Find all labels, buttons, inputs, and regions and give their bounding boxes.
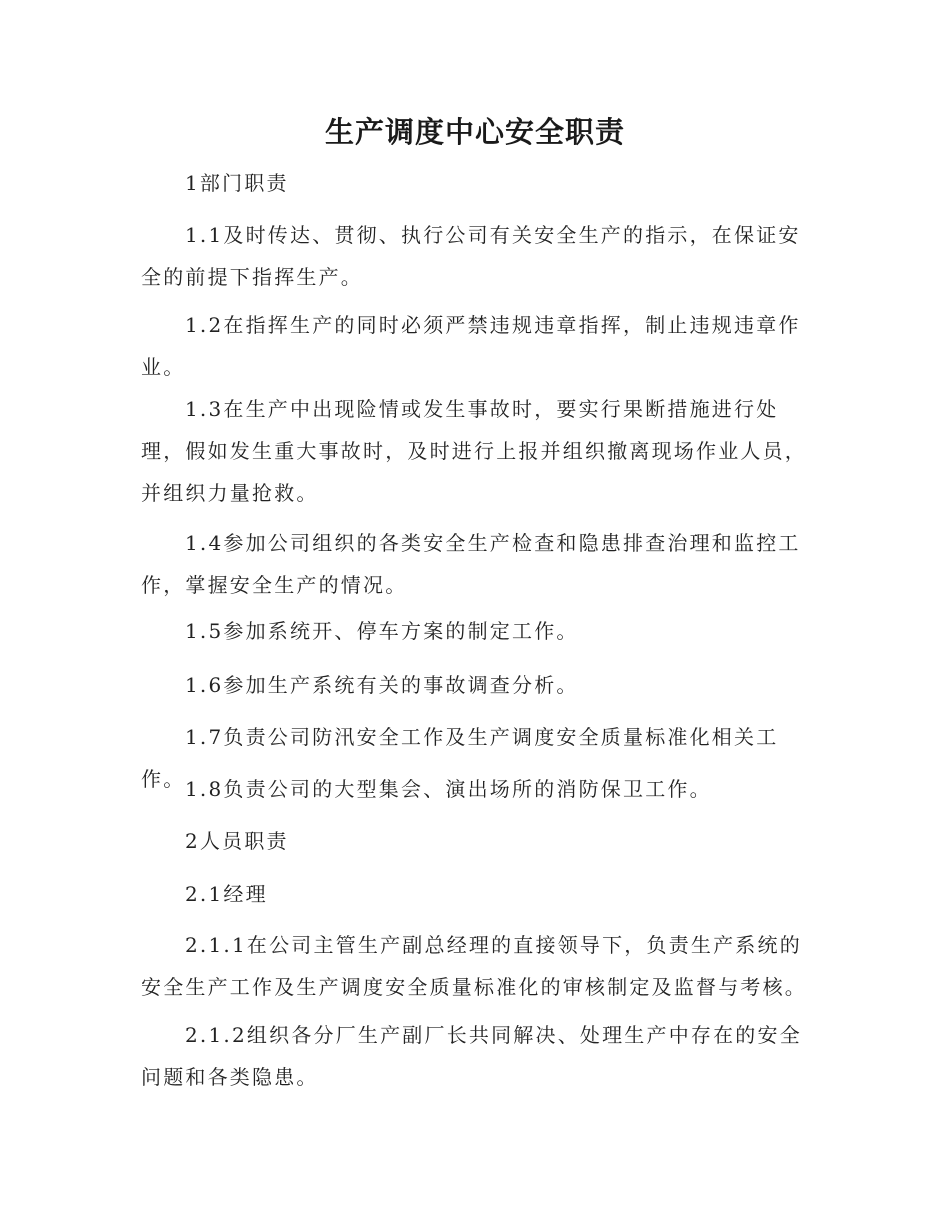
document-title: 生产调度中心安全职责 <box>324 115 625 149</box>
paragraph-1-8: 1.8负责公司的大型集会、演出场所的消防保卫工作。 <box>185 777 712 801</box>
paragraph-1-5: 1.5参加系统开、停车方案的制定工作。 <box>185 619 579 643</box>
subsection-heading-manager: 2.1经理 <box>185 882 268 906</box>
paragraph-1-1: 1.1及时传达、贯彻、执行公司有关安全生产的指示，在保证安全的前提下指挥生产。 <box>141 223 801 289</box>
paragraph-2-1-2: 2.1.2组织各分厂生产副厂长共同解决、处理生产中存在的安全问题和各类隐患。 <box>141 1023 802 1089</box>
paragraph-1-2: 1.2在指挥生产的同时必须严禁违规违章指挥，制止违规违章作业。 <box>141 313 801 379</box>
section-heading-personnel-duties: 2人员职责 <box>185 829 289 853</box>
paragraph-1-3: 1.3在生产中出现险情或发生事故时，要实行果断措施进行处理，假如发生重大事故时，及时进行上报并组织撤离现场作业人员，并组织力量抢救。 <box>141 397 807 505</box>
paragraph-1-6: 1.6参加生产系统有关的事故调查分析。 <box>185 673 579 697</box>
paragraph-1-4: 1.4参加公司组织的各类安全生产检查和隐患排查治理和监控工作，掌握安全生产的情况。 <box>141 531 801 597</box>
paragraph-1-7: 1.7负责公司防汛安全工作及生产调度安全质量标准化相关工作。 <box>141 725 779 791</box>
paragraph-2-1-1: 2.1.1在公司主管生产副总经理的直接领导下，负责生产系统的安全生产工作及生产调度安全质量标准化的审核制定及监督与考核。 <box>141 933 807 999</box>
section-heading-department-duties: 1部门职责 <box>185 171 289 195</box>
